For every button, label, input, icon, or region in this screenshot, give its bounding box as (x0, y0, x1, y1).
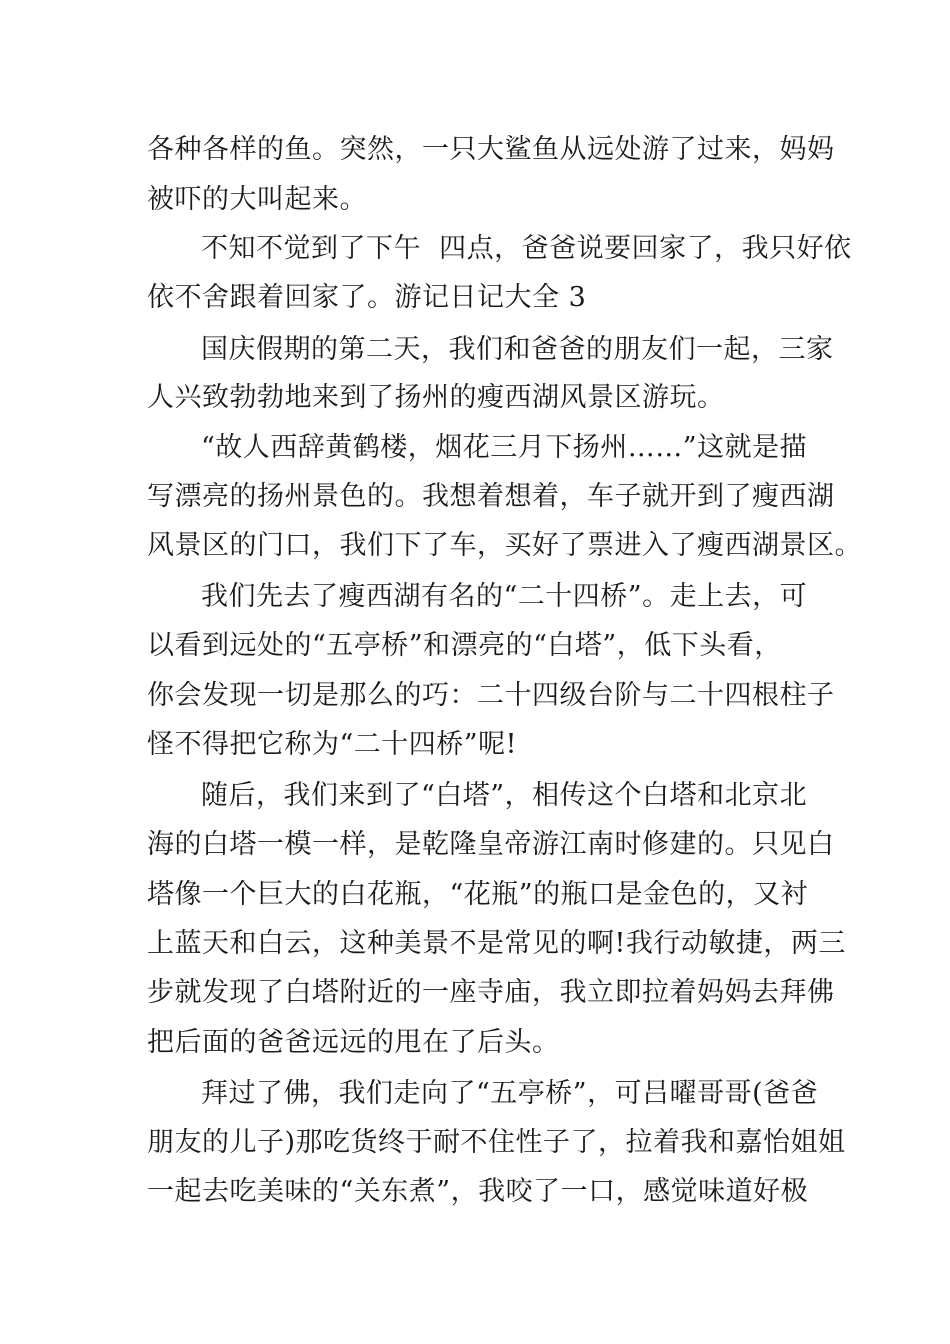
text-line: 风景区的门口，我们下了车，买好了票进入了瘦西湖景区。 (147, 530, 862, 561)
paragraph-first-line: “故人西辞黄鹤楼，烟花三月下扬州……”这就是描 (201, 432, 808, 463)
text-line: 各种各样的鱼。突然，一只大鲨鱼从远处游了过来，妈妈 (147, 134, 835, 165)
paragraph-first-line: 国庆假期的第二天，我们和爸爸的朋友们一起，三家 (201, 334, 834, 365)
paragraph-first-line: 不知不觉到了下午 四点，爸爸说要回家了，我只好依 (201, 233, 852, 264)
text-line: 写漂亮的扬州景色的。我想着想着，车子就开到了瘦西湖 (147, 481, 835, 512)
text-line: 海的白塔一模一样，是乾隆皇帝游江南时修建的。只见白 (147, 829, 835, 860)
text-line: 塔像一个巨大的白花瓶，“花瓶”的瓶口是金色的，又衬 (147, 879, 809, 910)
text-line: 一起去吃美味的“关东煮”，我咬了一口，感觉味道好极 (147, 1176, 809, 1207)
text-line: 你会发现一切是那么的巧：二十四级台阶与二十四根柱子 (147, 680, 835, 711)
text-line: 依不舍跟着回家了。游记日记大全 3 (147, 282, 587, 313)
paragraph-first-line: 拜过了佛，我们走向了“五亭桥”，可吕曜哥哥(爸爸 (201, 1078, 819, 1109)
text-line: 被吓的大叫起来。 (147, 184, 367, 215)
text-line: 上蓝天和白云，这种美景不是常见的啊!我行动敏捷，两三 (147, 928, 846, 959)
text-line: 朋友的儿子)那吃货终于耐不住性子了，拉着我和嘉怡姐姐 (147, 1127, 846, 1158)
paragraph-first-line: 我们先去了瘦西湖有名的“二十四桥”。走上去，可 (201, 581, 808, 612)
text-line: 步就发现了白塔附近的一座寺庙，我立即拉着妈妈去拜佛 (147, 977, 835, 1008)
paragraph-first-line: 随后，我们来到了“白塔”，相传这个白塔和北京北 (201, 780, 808, 811)
text-line: 人兴致勃勃地来到了扬州的瘦西湖风景区游玩。 (147, 382, 725, 413)
text-line: 以看到远处的“五亭桥”和漂亮的“白塔”，低下头看， (147, 630, 782, 661)
text-line: 把后面的爸爸远远的甩在了后头。 (147, 1027, 560, 1058)
text-line: 怪不得把它称为“二十四桥”呢! (147, 729, 517, 760)
